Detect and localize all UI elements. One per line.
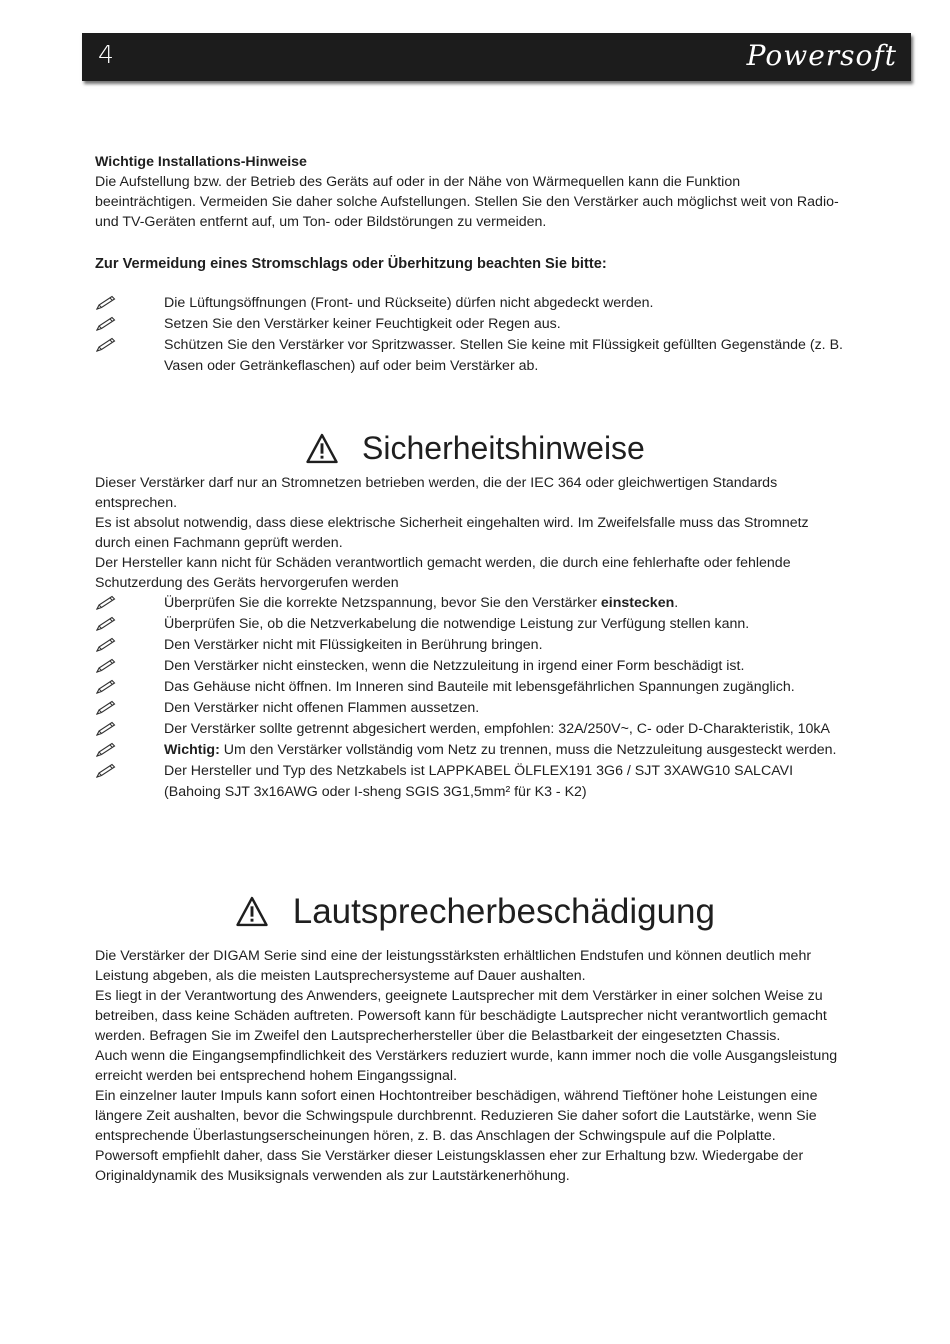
install-title: Wichtige Installations-Hinweise <box>95 154 307 170</box>
safety-intro: Dieser Verstärker darf nur an Stromnetzen betrieben werden, die der IEC 364 oder gleichwertigen Standards entsprechen. Es ist absolut notwendig, dass diese elektrische Sicherheit eingehalten wird. Im Zweifelsfalle muss das Stromnetz durch einen Fachmann geprüft werden. Der Hersteller kann nicht für Schäden verantwortlich gemacht werden, die durch eine fehlerhafte oder fehlende Schutzerdung des Geräts hervorgerufen werden <box>95 475 809 591</box>
list-item: Den Verstärker nicht mit Flüssigkeiten in Berührung bringen. <box>95 635 865 656</box>
pencil-icon <box>95 721 117 737</box>
list-item: Überprüfen Sie die korrekte Netzspannung, bevor Sie den Verstärker einstecken. <box>95 593 865 614</box>
pencil-icon <box>95 637 117 653</box>
list-item: Setzen Sie den Verstärker keiner Feuchtigkeit oder Regen aus. <box>95 314 865 335</box>
pencil-icon <box>95 595 117 611</box>
speaker-heading: Lautsprecherbeschädigung <box>0 890 950 932</box>
list-item: Den Verstärker nicht einstecken, wenn die Netzzuleitung in irgend einer Form beschädigt ist. <box>95 656 865 677</box>
list-item: Den Verstärker nicht offenen Flammen aussetzen. <box>95 698 865 719</box>
warning-icon <box>235 896 269 927</box>
list-item: Überprüfen Sie, ob die Netzverkabelung die notwendige Leistung zur Verfügung stellen kann. <box>95 614 865 635</box>
list-item-continuation: (Bahoing SJT 3x16AWG oder I-sheng SGIS 3G1,5mm² für K3 - K2) <box>164 784 587 800</box>
install-line: beeinträchtigen. Vermeiden Sie daher solche Aufstellungen. Stellen Sie den Verstärker auch möglichst weit von Radio- <box>95 194 839 210</box>
list-item: Das Gehäuse nicht öffnen. Im Inneren sind Bauteile mit lebensgefährlichen Spannungen zugänglich. <box>95 677 865 698</box>
install-line: und TV-Geräten entfernt auf, um Ton- oder Bildstörungen zu vermeiden. <box>95 214 547 230</box>
warning-icon <box>305 433 339 464</box>
pencil-icon <box>95 316 117 332</box>
pencil-icon <box>95 295 117 311</box>
safety-list <box>95 593 865 803</box>
install-line: Die Aufstellung bzw. der Betrieb des Geräts auf oder in der Nähe von Wärmequellen kann die Funktion <box>95 174 741 190</box>
pencil-icon <box>95 700 117 716</box>
list-item: Wichtig: Um den Verstärker vollständig vom Netz zu trennen, muss die Netzzuleitung ausgesteckt werden. <box>95 740 865 761</box>
install-section <box>95 152 855 232</box>
pencil-icon <box>95 763 117 779</box>
pencil-icon <box>95 679 117 695</box>
safety-heading: Sicherheitshinweise <box>0 428 950 467</box>
page-number: 4 <box>98 40 114 69</box>
page-header <box>82 33 911 81</box>
powersoft-logo: Powersoft <box>746 39 897 72</box>
list-item: Die Lüftungsöffnungen (Front- und Rückseite) dürfen nicht abgedeckt werden. <box>95 293 865 314</box>
list-item: Schützen Sie den Verstärker vor Spritzwasser. Stellen Sie keine mit Flüssigkeit gefüllten Gegenstände (z. B. <box>95 335 865 356</box>
avoid-list <box>95 293 865 377</box>
pencil-icon <box>95 337 117 353</box>
list-item: Der Hersteller und Typ des Netzkabels ist LAPPKABEL ÖLFLEX191 3G6 / SJT 3XAWG10 SALCAVI <box>95 761 865 782</box>
pencil-icon <box>95 616 117 632</box>
speaker-text: Die Verstärker der DIGAM Serie sind eine der leistungsstärksten erhältlichen Endstufen und können deutlich mehr Leistung abgeben, als die meisten Lautsprechersysteme auf Dauer aushalten. Es liegt in der Verantwortung des Anwenders, geeignete Lautsprecher mit dem Verstärker in einer solchen Weise zu betreiben, dass keine Schäden auftreten. Powersoft kann für beschädigte Lautsprecher nicht verantwortlich gemacht werden. Befragen Sie im Zweifel den Lautsprecherhersteller über die Belastbarkeit der eingesetzten Chassis. Auch wenn die Eingangsempfindlichkeit des Verstärkers reduziert wurde, kann immer noch die volle Ausgangsleistung erreicht werden bei entsprechend hohem Eingangssignal. Ein einzelner lauter Impuls kann sofort einen Hochtontreiber beschädigen, während Tieftöner hohe Leistungen eine längere Zeit aushalten, bevor die Schwingspule durchbrennt. Reduzieren Sie daher sofort die Lautstärke, wenn Sie entsprechende Überlastungserscheinungen hören, z. B. das Anschlagen der Schwingspule auf die Polplatte. Powersoft empfiehlt daher, dass Sie Verstärker dieser Leistungsklassen eher zur Erhaltung bzw. Wiedergabe der Originaldynamik des Musiksignals verwenden als zur Lautstärkenerhöhung. <box>95 948 838 1184</box>
pencil-icon <box>95 658 117 674</box>
avoid-title: Zur Vermeidung eines Stromschlags oder Überhitzung beachten Sie bitte: <box>95 256 607 272</box>
list-item-continuation: Vasen oder Getränkeflaschen) auf oder beim Verstärker ab. <box>164 358 539 374</box>
pencil-icon <box>95 742 117 758</box>
list-item: Der Verstärker sollte getrennt abgesichert werden, empfohlen: 32A/250V~, C- oder D-Charakteristik, 10kA <box>95 719 865 740</box>
